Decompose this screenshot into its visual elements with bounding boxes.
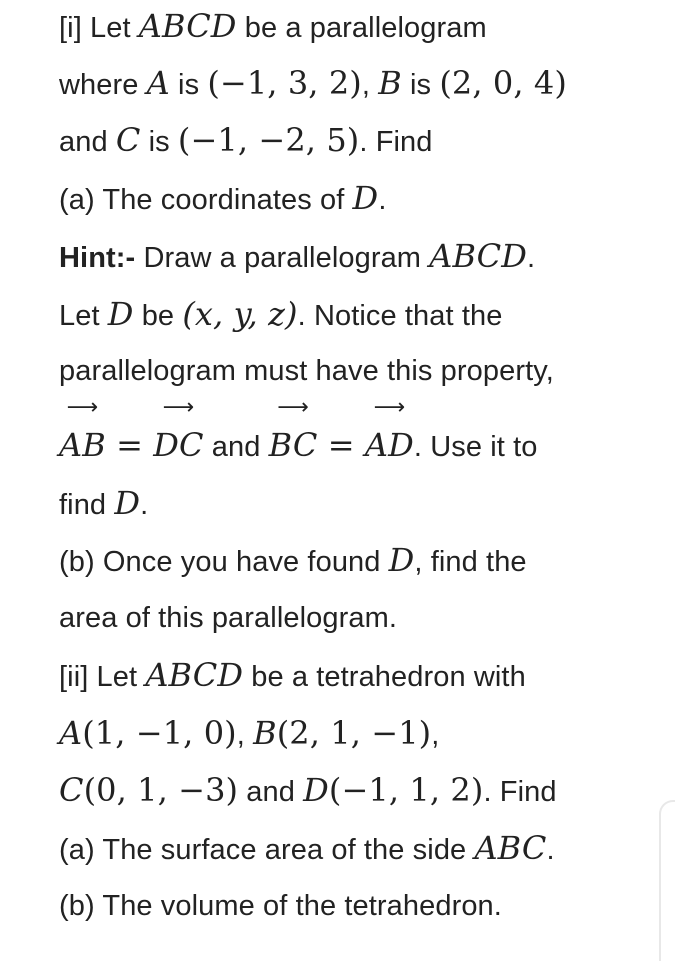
text: ,: [431, 719, 440, 751]
math-B: B: [253, 714, 277, 752]
scroll-edge[interactable]: [659, 800, 675, 961]
math-D: D: [388, 541, 415, 579]
text: and: [238, 776, 304, 808]
text: .: [140, 489, 149, 521]
text: is: [140, 126, 178, 158]
text: . Find: [483, 776, 557, 808]
math-D: D: [303, 771, 329, 809]
vector-arrow-icon: ⟶: [373, 395, 406, 420]
hint-line-2: [59, 294, 502, 336]
math-quad: ABCD: [429, 237, 527, 275]
math-side: ABC: [474, 829, 547, 867]
text: [ii] Let: [59, 661, 146, 693]
text: be: [133, 300, 183, 332]
equals-sign: =: [317, 426, 365, 464]
math-coord-C: (−1, −2, 5): [177, 121, 360, 159]
math-coord-A: (1, −1, 0): [82, 714, 237, 752]
vector-arrow-icon: ⟶: [277, 395, 309, 420]
text: area of this parallelogram.: [59, 602, 397, 634]
text: , find the: [414, 546, 527, 578]
text: (a) The surface area of the side: [59, 834, 475, 866]
problem-ii-line-2: [59, 713, 439, 755]
text: and: [203, 431, 269, 463]
vector-label: BC: [268, 426, 318, 464]
text: . Use it to: [413, 431, 538, 463]
math-D: D: [107, 295, 134, 333]
text: Draw a parallelogram: [135, 242, 430, 274]
text: and: [59, 126, 116, 158]
vector-BC: [268, 395, 318, 465]
vector-AD: [364, 395, 414, 465]
problem-i-part-a: [59, 178, 386, 220]
text: be a tetrahedron with: [243, 661, 526, 693]
problem-ii-part-b: [59, 886, 502, 926]
problem-ii-part-a: [59, 828, 555, 870]
math-coord-B: (2, 0, 4): [439, 64, 567, 102]
math-C: C: [59, 771, 84, 809]
problem-ii-line-1: [59, 655, 526, 697]
text: where: [59, 69, 147, 101]
math-D: D: [114, 484, 141, 522]
text: [i] Let: [59, 12, 139, 44]
text: .: [378, 184, 387, 216]
problem-ii-line-3: [59, 770, 557, 812]
equals-sign: =: [105, 426, 154, 464]
math-B: B: [378, 64, 402, 102]
math-coord-C: (0, 1, −3): [83, 771, 239, 809]
hint-line-5: [59, 483, 148, 525]
math-D: D: [352, 179, 379, 217]
hint-line-4: [59, 395, 538, 467]
text: be a parallelogram: [236, 12, 487, 44]
text: . Notice that the: [297, 300, 503, 332]
hint-line-3: [59, 351, 554, 391]
problem-i-line-2: [59, 63, 567, 105]
math-coord-xyz: (x, y, z): [182, 295, 298, 333]
text: is: [169, 69, 208, 101]
math-A: A: [59, 714, 83, 752]
math-coord-B: (2, 1, −1): [276, 714, 432, 752]
math-coord-A: (−1, 3, 2): [207, 64, 362, 102]
problem-i-part-b-line-2: [59, 598, 397, 638]
problem-i-line-1: [59, 6, 487, 48]
text: is: [401, 69, 440, 101]
text: .: [546, 834, 555, 866]
math-quad: ABCD: [138, 7, 237, 45]
vector-DC: [153, 395, 204, 465]
vector-arrow-icon: ⟶: [66, 395, 99, 420]
text: (b) Once you have found: [59, 546, 389, 578]
math-coord-D: (−1, 1, 2): [328, 771, 484, 809]
math-tetrahedron: ABCD: [145, 656, 244, 694]
text: ,: [236, 719, 254, 751]
problem-i-part-b-line-1: [59, 540, 527, 582]
vector-label: DC: [153, 426, 204, 464]
vector-label: AB: [59, 426, 106, 464]
text: . Find: [359, 126, 433, 158]
text: Let: [59, 300, 108, 332]
text: (a) The coordinates of: [59, 184, 353, 216]
text: (b) The volume of the tetrahedron.: [59, 890, 502, 922]
text: find: [59, 489, 115, 521]
vector-AB: [59, 395, 106, 465]
hint-line-1: [59, 236, 535, 278]
text: .: [527, 242, 536, 274]
vector-label: AD: [364, 426, 414, 464]
text: ,: [361, 69, 379, 101]
text: parallelogram must have this property,: [59, 355, 554, 387]
vector-arrow-icon: ⟶: [162, 395, 195, 420]
math-A: A: [146, 64, 170, 102]
math-C: C: [115, 121, 141, 159]
problem-i-line-3: [59, 120, 433, 162]
hint-label: Hint:-: [59, 242, 136, 274]
